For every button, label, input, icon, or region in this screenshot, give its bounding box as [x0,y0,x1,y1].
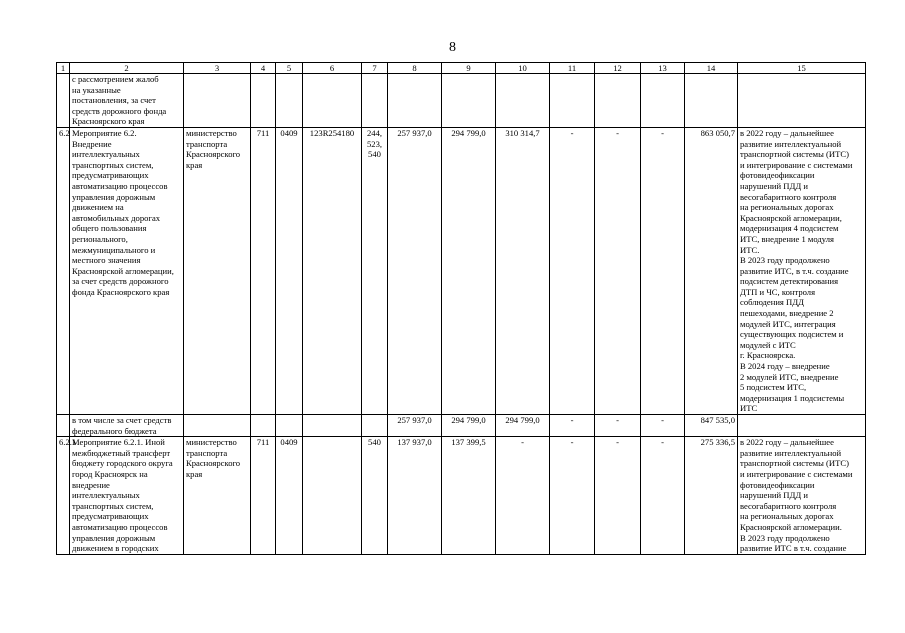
header-cell: 9 [442,63,496,74]
measure-name: с рассмотрением жалоб на указанные постановления, за счет средств дорожного фонда Красноярского края [70,74,184,128]
grbs-code: 711 [251,127,276,414]
amount-col11: - [550,127,595,414]
amount-col10 [496,74,550,128]
amount-col13: - [641,437,685,555]
total-amount: 275 336,5 [685,437,738,555]
executor [184,74,251,128]
expense-type [362,415,388,437]
expense-type: 244, 523, 540 [362,127,388,414]
amount-col12: - [595,437,641,555]
row-number: 6.2.1 [57,437,70,555]
amount-col9 [442,74,496,128]
page-number: 8 [449,40,456,55]
header-row [57,63,866,74]
amount-col9: 137 399,5 [442,437,496,555]
amount-col10: - [496,437,550,555]
header-cell: 15 [738,63,866,74]
header-cell: 11 [550,63,595,74]
amount-col12 [595,74,641,128]
expense-type [362,74,388,128]
expense-type: 540 [362,437,388,555]
amount-col10: 310 314,7 [496,127,550,414]
header-cell: 14 [685,63,738,74]
header-cell: 12 [595,63,641,74]
header-cell: 10 [496,63,550,74]
header-cell: 13 [641,63,685,74]
header-cell: 1 [57,63,70,74]
row-number [57,415,70,437]
amount-col8 [388,74,442,128]
target-code [303,415,362,437]
amount-col11: - [550,415,595,437]
section-code [276,415,303,437]
grbs-code: 711 [251,437,276,555]
amount-col9: 294 799,0 [442,415,496,437]
amount-col8: 257 937,0 [388,415,442,437]
amount-col13: - [641,127,685,414]
amount-col11 [550,74,595,128]
expected-result [738,74,866,128]
amount-col8: 257 937,0 [388,127,442,414]
expected-result [738,415,866,437]
measure-name: в том числе за счет средств федерального бюджета [70,415,184,437]
table-row [57,74,866,128]
header-cell: 4 [251,63,276,74]
grbs-code [251,415,276,437]
total-amount: 847 535,0 [685,415,738,437]
header-cell: 7 [362,63,388,74]
executor: министерство транспорта Красноярского края [184,437,251,555]
target-code [303,74,362,128]
row-number [57,74,70,128]
header-cell: 3 [184,63,251,74]
section-code: 0409 [276,127,303,414]
amount-col13: - [641,415,685,437]
amount-col8: 137 937,0 [388,437,442,555]
section-code: 0409 [276,437,303,555]
total-amount: 863 050,7 [685,127,738,414]
header-cell: 5 [276,63,303,74]
executor: министерство транспорта Красноярского края [184,127,251,414]
budget-table [56,62,866,555]
grbs-code [251,74,276,128]
header-cell: 8 [388,63,442,74]
executor [184,415,251,437]
total-amount [685,74,738,128]
target-code [303,437,362,555]
measure-name: Мероприятие 6.2. Внедрение интеллектуальных транспортных систем, предусматривающих автоматизацию процессов управления дорожным движением на автомобильных дорогах общего пользования регионального, межмуниципального и местного значения Красноярской агломерации, за счет средств дорожного фонда Красноярского края [70,127,184,414]
target-code: 123R254180 [303,127,362,414]
amount-col9: 294 799,0 [442,127,496,414]
table-row [57,127,866,414]
amount-col11: - [550,437,595,555]
header-cell: 2 [70,63,184,74]
section-code [276,74,303,128]
amount-col13 [641,74,685,128]
row-number: 6.2 [57,127,70,414]
measure-name: Мероприятие 6.2.1. Иной межбюджетный трансферт бюджету городского округа город Красноярск на внедрение интеллектуальных транспортных систем, предусматривающих автоматизацию процессов управления дорожным движением в городских [70,437,184,555]
table-row [57,415,866,437]
amount-col12: - [595,415,641,437]
expected-result: в 2022 году – дальнейшее развитие интеллектуальной транспортной системы (ИТС) и интегрирование с системами фотовидеофиксации нарушений ПДД и весогабаритного контроля на региональных дорогах Красноярской агломерации. В 2023 году продолжено развитие ИТС в т.ч. создание [738,437,866,555]
amount-col12: - [595,127,641,414]
header-cell: 6 [303,63,362,74]
table-row [57,437,866,555]
amount-col10: 294 799,0 [496,415,550,437]
expected-result: в 2022 году – дальнейшее развитие интеллектуальной транспортной системы (ИТС) и интегрирование с системами фотовидеофиксации нарушений ПДД и весогабаритного контроля на региональных дорогах Красноярской агломерации, модернизация 4 подсистем ИТС, внедрение 1 модуля ИТС. В 2023 году продолжено развитие ИТС, в т.ч. создание подсистем детектирования ДТП и ЧС, контроля соблюдения ПДД пешеходами, внедрение 2 модулей ИТС, интеграция существующих подсистем и модулей с ИТС г. Красноярска. В 2024 году – внедрение 2 модулей ИТС, внедрение 5 подсистем ИТС, модернизация 1 подсистемы ИТС [738,127,866,414]
